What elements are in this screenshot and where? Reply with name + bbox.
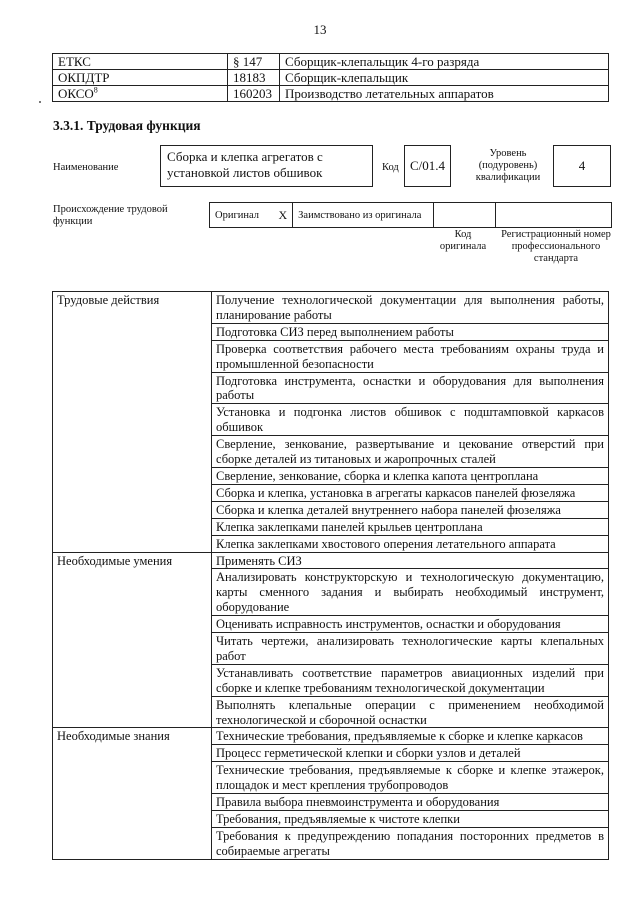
name-label: Наименование [53, 162, 119, 173]
function-details-table [52, 291, 609, 860]
item-cell: Подготовка СИЗ перед выполнением работы [212, 323, 609, 340]
origin-label: Происхождение трудовой функции [53, 204, 168, 227]
origin-code-cell [434, 203, 496, 228]
classification-row [53, 86, 609, 102]
table-row [53, 552, 609, 569]
page-number: 13 [313, 22, 327, 37]
item-cell: Выполнять клепальные операции с применением необходимой технологической и сборочной оснастки [212, 696, 609, 728]
item-cell: Проверка соответствия рабочего места требованиям охраны труда и промышленной безопасности [212, 340, 609, 372]
level-label: Уровень (подуровень) квалификации [475, 148, 541, 183]
function-name: Сборка и клепка агрегатов с установкой листов обшивок [160, 145, 373, 187]
item-cell: Правила выбора пневмоинструмента и оборудования [212, 794, 609, 811]
classifier-name: ОКСО$^8$ [53, 86, 228, 102]
item-cell: Сверление, зенкование, развертывание и цекование отверстий при сборке деталей из титановых и жаропрочных сталей [212, 436, 609, 468]
classification-row [53, 70, 609, 86]
table-row [53, 292, 609, 324]
origin-code-label: Код оригинала [439, 229, 487, 252]
classifier-name: ЕТКС [53, 54, 228, 70]
qualification-level: 4 [553, 145, 611, 187]
item-cell: Технические требования, предъявляемые к сборке и клепке каркасов [212, 728, 609, 745]
item-cell: Подготовка инструмента, оснастки и оборудования для выполнения работы [212, 372, 609, 404]
reg-number-cell [496, 203, 612, 228]
item-cell: Требования к предупреждению попадания посторонних предметов в собираемые агрегаты [212, 827, 609, 859]
original-label: Оригинал [210, 203, 274, 228]
original-mark: X [274, 203, 293, 228]
classifier-name: ОКПДТР [53, 70, 228, 86]
classifier-code: 18183 [228, 70, 280, 86]
classifier-title: Сборщик-клепальщик [280, 70, 609, 86]
reg-number-label: Регистрационный номер профессионального стандарта [501, 229, 611, 264]
footnote-ref: 8 [93, 85, 98, 95]
code-label: Код [382, 162, 399, 173]
origin-table [209, 202, 612, 228]
item-cell: Клепка заклепками панелей крыльев центроплана [212, 518, 609, 535]
item-cell: Установка и подгонка листов обшивок с подштамповкой каркасов обшивок [212, 404, 609, 436]
borrowed-label: Заимствовано из оригинала [293, 203, 434, 228]
classifier-title: Сборщик-клепальщик 4-го разряда [280, 54, 609, 70]
item-cell: Сборка и клепка, установка в агрегаты каркасов панелей фюзеляжа [212, 484, 609, 501]
item-cell: Клепка заклепками хвостового оперения летательного аппарата [212, 535, 609, 552]
item-cell: Требования, предъявляемые к чистоте клепки [212, 811, 609, 828]
item-cell: Анализировать конструкторскую и технологическую документацию, карты сменного задания и выбирать необходимый инструмент, оборудование [212, 569, 609, 616]
function-code: C/01.4 [404, 145, 451, 187]
item-cell: Процесс герметической клепки и сборки узлов и деталей [212, 745, 609, 762]
item-cell: Оценивать исправность инструментов, оснастки и оборудования [212, 616, 609, 633]
category-cell: Необходимые знания [53, 728, 212, 859]
item-cell: Читать чертежи, анализировать технологические карты клепальных работ [212, 633, 609, 665]
table-row [53, 728, 609, 745]
item-cell: Применять СИЗ [212, 552, 609, 569]
classifier-code: 160203 [228, 86, 280, 102]
item-cell: Устанавливать соответствие параметров авиационных изделий при сборке и клепке требованиям технологической документации [212, 664, 609, 696]
item-cell: Получение технологической документации для выполнения работы, планирование работы [212, 292, 609, 324]
classification-codes-table [52, 53, 609, 102]
classifier-code: § 147 [228, 54, 280, 70]
item-cell: Технические требования, предъявляемые к сборке и клепке этажерок, площадок и мест крепления трубопроводов [212, 762, 609, 794]
item-cell: Сверление, зенкование, сборка и клепка капота центроплана [212, 467, 609, 484]
category-cell: Трудовые действия [53, 292, 212, 553]
section-heading: 3.3.1. Трудовая функция [53, 118, 201, 133]
scan-speck [39, 101, 41, 103]
category-cell: Необходимые умения [53, 552, 212, 728]
item-cell: Сборка и клепка деталей внутреннего набора панелей фюзеляжа [212, 501, 609, 518]
classifier-title: Производство летательных аппаратов [280, 86, 609, 102]
classification-row [53, 54, 609, 70]
